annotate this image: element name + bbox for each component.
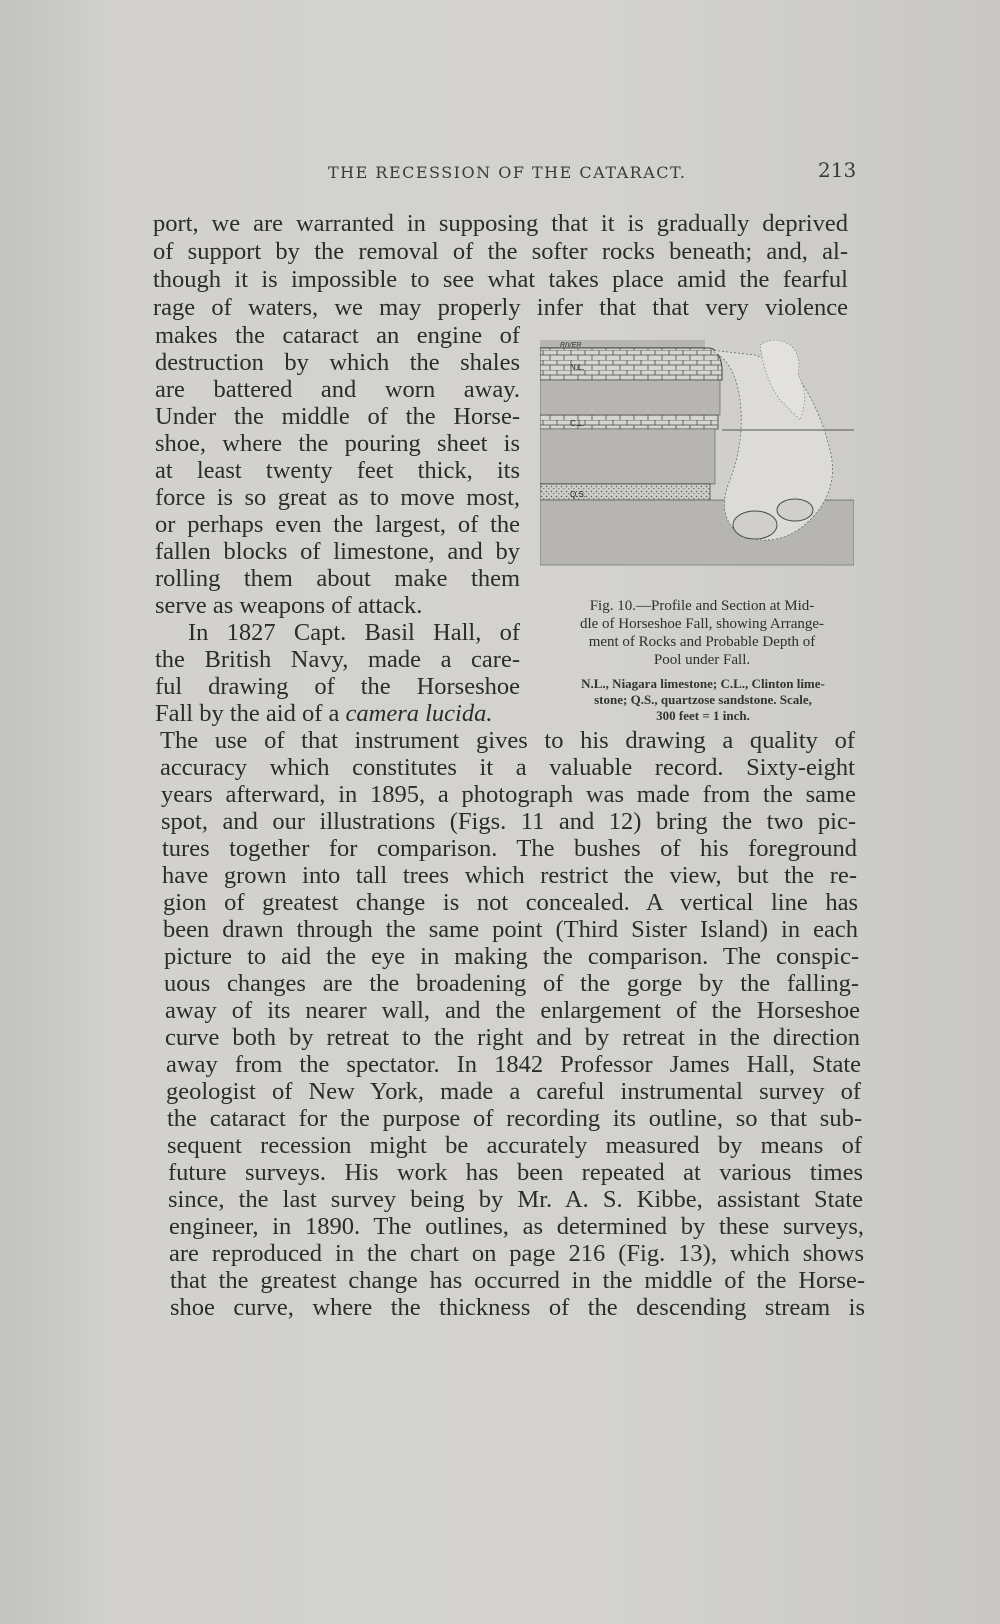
body-line: years afterward, in 1895, a photograph was made from the same: [161, 781, 856, 808]
body-line: spot, and our illustrations (Figs. 11 and 12) bring the two pic-: [161, 808, 856, 835]
label-nl: N.L.: [570, 363, 585, 372]
figure-legend-line: 300 feet = 1 inch.: [656, 708, 750, 723]
italic-phrase: camera lucida.: [345, 700, 493, 727]
body-line: are reproduced in the chart on page 216 (Fig. 13), which shows: [169, 1240, 864, 1267]
body-line: at least twenty feet thick, its: [155, 457, 520, 484]
page-number: 213: [818, 158, 857, 182]
body-line: shoe, where the pouring sheet is: [155, 430, 520, 457]
body-line: serve as weapons of attack.: [155, 592, 423, 619]
body-line: accuracy which constitutes it a valuable record. Sixty-eight: [160, 754, 855, 781]
figure-caption-line: ment of Rocks and Probable Depth of: [588, 634, 816, 650]
body-line: In 1827 Capt. Basil Hall, of: [188, 619, 520, 646]
body-line: uous changes are the broadening of the gorge by the falling-: [164, 970, 859, 997]
body-line: the British Navy, made a care-: [155, 646, 520, 673]
figure-caption-line: Pool under Fall.: [653, 652, 751, 668]
body-line: picture to aid the eye in making the comparison. The conspic-: [164, 943, 859, 970]
body-line: or perhaps even the largest, of the: [155, 511, 520, 538]
body-line: though it is impossible to see what takes place amid the fearful: [153, 266, 848, 293]
body-line: the cataract for the purpose of recording its outline, so that sub-: [167, 1105, 862, 1132]
body-line: been drawn through the same point (Third Sister Island) in each: [163, 916, 858, 943]
body-line: ful drawing of the Horseshoe: [155, 673, 520, 700]
body-line: rolling them about make them: [155, 565, 520, 592]
body-line: The use of that instrument gives to his drawing a quality of: [160, 727, 855, 754]
body-line: away of its nearer wall, and the enlargement of the Horseshoe: [165, 997, 860, 1024]
label-river: RIVER: [560, 342, 582, 349]
label-cl: C.L.: [570, 419, 585, 428]
body-line: makes the cataract an engine of: [155, 322, 520, 349]
body-line: that the greatest change has occurred in the middle of the Horse-: [170, 1267, 865, 1294]
body-line: rage of waters, we may properly infer that that very violence: [153, 294, 848, 321]
body-line: Under the middle of the Horse-: [155, 403, 520, 430]
body-line: engineer, in 1890. The outlines, as determined by these surveys,: [169, 1213, 864, 1240]
label-qs: Q.S.: [570, 490, 587, 499]
body-line: destruction by which the shales: [155, 349, 520, 376]
body-line: shoe curve, where the thickness of the descending stream is: [170, 1294, 865, 1321]
body-line: are battered and worn away.: [155, 376, 520, 403]
figure-legend-line: stone; Q.S., quartzose sandstone. Scale,: [594, 692, 812, 707]
body-line: future surveys. His work has been repeated at various times: [168, 1159, 863, 1186]
body-line: fallen blocks of limestone, and by: [155, 538, 520, 565]
body-line: geologist of New York, made a careful instrumental survey of: [166, 1078, 861, 1105]
figure-caption-line: dle of Horseshoe Fall, showing Arrange-: [579, 616, 825, 632]
figure-caption-line: Fig. 10.—Profile and Section at Mid-: [589, 598, 815, 614]
figure-profile-section: [540, 340, 854, 590]
body-line: port, we are warranted in supposing that it is gradually deprived: [153, 210, 848, 237]
horseshoe-fall-section-illustration: [540, 340, 854, 590]
body-line: have grown into tall trees which restrict the view, but the re-: [162, 862, 857, 889]
body-line: Fall by the aid of a camera lucida.: [155, 700, 493, 727]
body-line: force is so great as to move most,: [155, 484, 520, 511]
body-line: tures together for comparison. The bushes of his foreground: [162, 835, 857, 862]
figure-legend-line: N.L., Niagara limestone; C.L., Clinton lime-: [581, 676, 825, 691]
body-line: away from the spectator. In 1842 Professor James Hall, State: [166, 1051, 861, 1078]
body-line: sequent recession might be accurately measured by means of: [167, 1132, 862, 1159]
body-line: of support by the removal of the softer rocks beneath; and, al-: [153, 238, 848, 265]
body-line: gion of greatest change is not concealed. A vertical line has: [163, 889, 858, 916]
body-line: since, the last survey being by Mr. A. S. Kibbe, assistant State: [168, 1186, 863, 1213]
body-line: curve both by retreat to the right and by retreat in the direction: [165, 1024, 860, 1051]
running-title: THE RECESSION OF THE CATARACT.: [328, 163, 687, 182]
